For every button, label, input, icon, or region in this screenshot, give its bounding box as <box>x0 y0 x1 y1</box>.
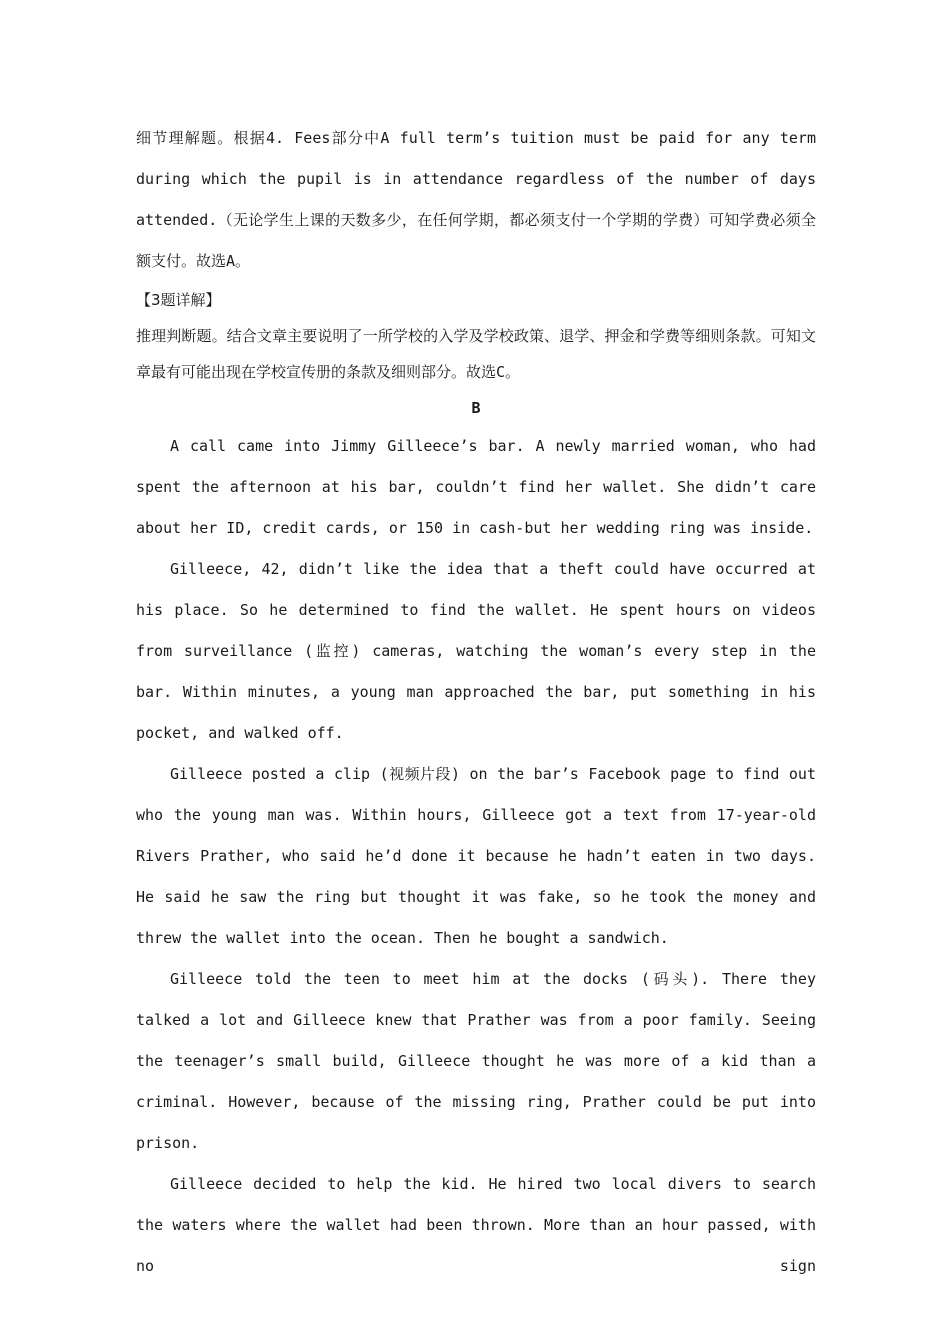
passage-paragraph-5: Gilleece decided to help the kid. He hired two local divers to search the waters where the wallet had been thrown. More than an hour passed, with no sign <box>136 1175 816 1275</box>
answer3-heading: 【3题详解】 <box>136 291 221 309</box>
answer2-explanation: 细节理解题。根据4. Fees部分中A full term’s tuition must be paid for any term during which the pupil is in attendance regardless of the number of days attended.（无论学生上课的天数多少，在任何学期，都必须支付一个学期的学费）可知学费必须全额支付。故选A。 <box>136 129 816 270</box>
document-page <box>136 118 816 1287</box>
answer3-explanation: 推理判断题。结合文章主要说明了一所学校的入学及学校政策、退学、押金和学费等细则条款。可知文章最有可能出现在学校宣传册的条款及细则部分。故选C。 <box>136 327 816 381</box>
passage-paragraph-2: Gilleece, 42, didn’t like the idea that a theft could have occurred at his place. So he determined to find the wallet. He spent hours on videos from surveillance (监控) cameras, watching the woman’s every step in the bar. Within minutes, a young man approached the bar, put something in his pocket, and walked off. <box>136 560 816 742</box>
passage-paragraph-1: A call came into Jimmy Gilleece’s bar. A newly married woman, who had spent the afternoon at his bar, couldn’t find her wallet. She didn’t care about her ID, credit cards, or 150 in cash-but her wedding ring was inside. <box>136 437 816 537</box>
passage-paragraph-4: Gilleece told the teen to meet him at the docks (码头). There they talked a lot and Gilleece knew that Prather was from a poor family. Seeing the teenager’s small build, Gilleece thought he was more of a kid than a criminal. However, because of the missing ring, Prather could be put into prison. <box>136 970 816 1152</box>
passage-paragraph-3: Gilleece posted a clip (视频片段) on the bar’s Facebook page to find out who the young man was. Within hours, Gilleece got a text from 17-year-old Rivers Prather, who said he’d done it because he hadn’t eaten in two days. He said he saw the ring but thought it was fake, so he took the money and threw the wallet into the ocean. Then he bought a sandwich. <box>136 765 816 947</box>
section-label: B <box>471 399 481 417</box>
